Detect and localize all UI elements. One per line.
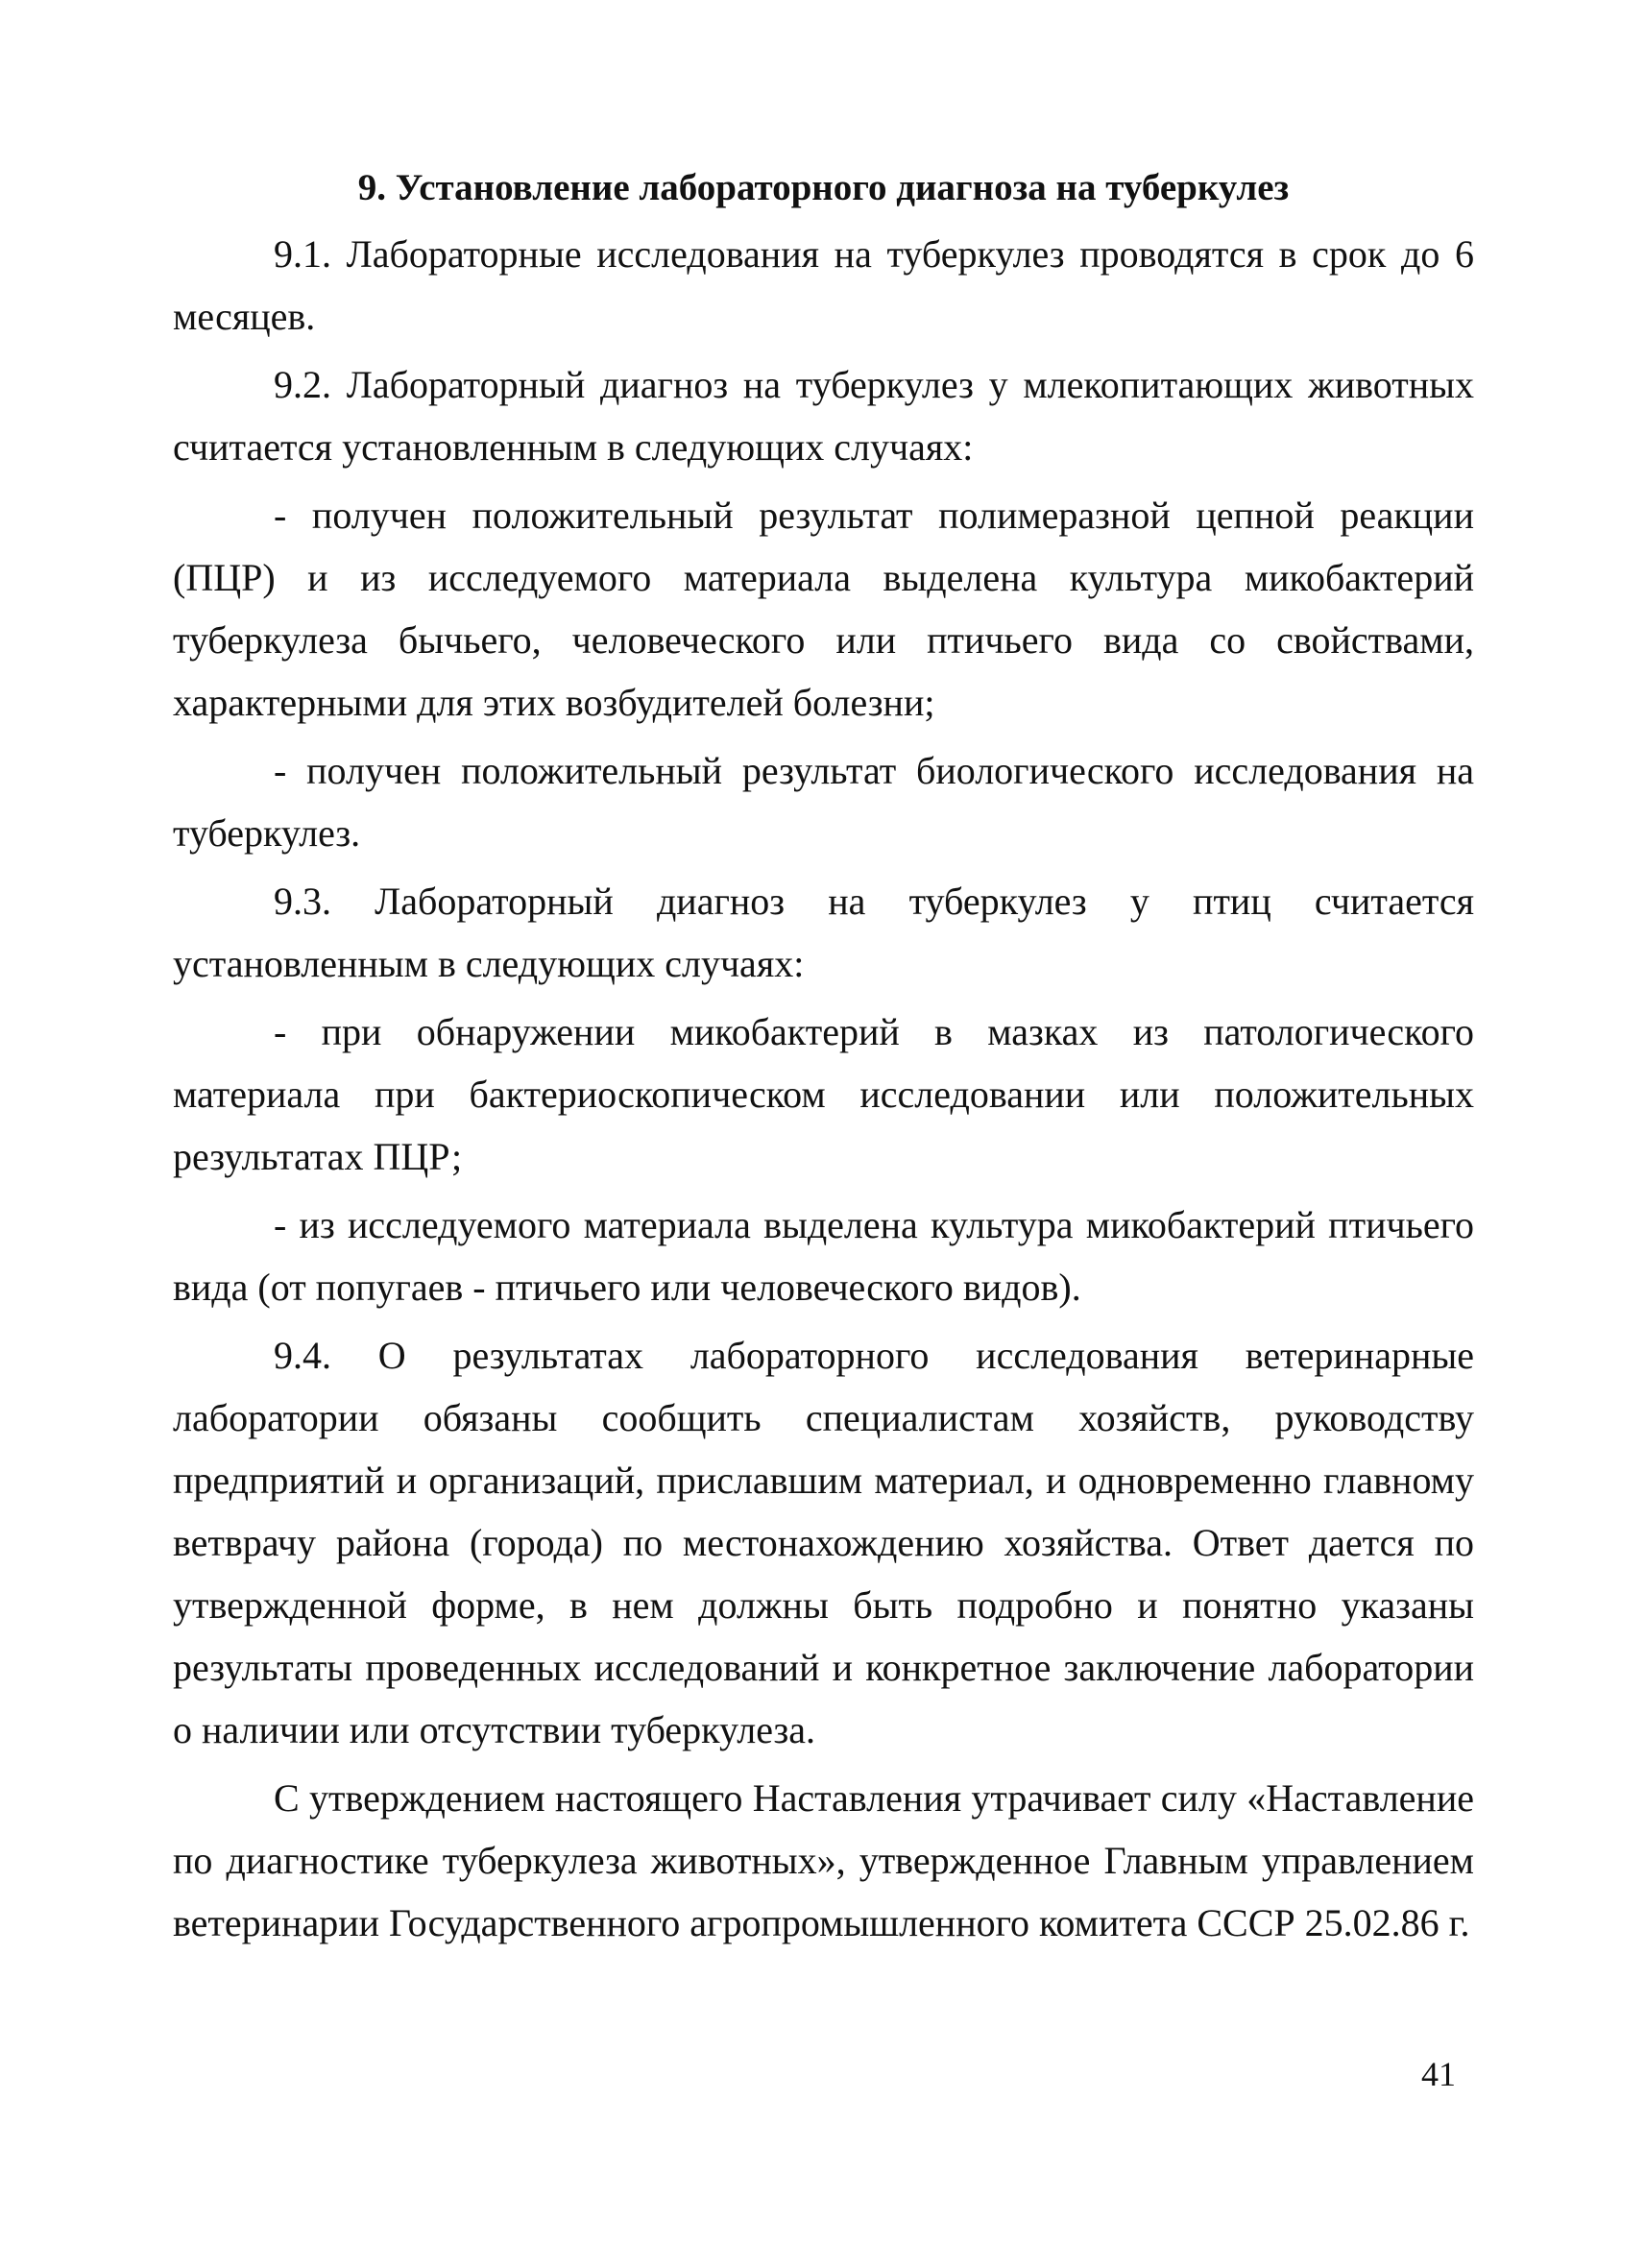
paragraph-9-2: 9.2. Лабораторный диагноз на туберкулез у млекопитающих животных считается установленным в следующих случаях: <box>173 363 1474 469</box>
paragraph-9-1: 9.1. Лабораторные исследования на туберкулез проводятся в срок до 6 месяцев. <box>173 232 1474 338</box>
paragraph-9-4: 9.4. О результатах лабораторного исследования ветеринарные лаборатории обязаны сообщить специалистам хозяйств, руководству предприятий и организаций, приславшим материал, и одновременно главному ветврачу района (города) по местонахождению хозяйства. Ответ дается по утвержденной форме, в нем должны быть подробно и понятно указаны результаты проведенных исследований и конкретное заключение лаборатории о наличии или отсутствии туберкулеза. <box>173 1334 1474 1751</box>
list-item-birds-culture: - из исследуемого материала выделена культура микобактерий птичьего вида (от попугаев - птичьего или человеческого видов). <box>173 1203 1474 1309</box>
list-item-birds-smears: - при обнаружении микобактерий в мазках из патологического материала при бактериоскопическом исследовании или положительных результатах ПЦР; <box>173 1010 1474 1178</box>
list-item-mammals-pcr: - получен положительный результат полимеразной цепной реакции (ПЦР) и из исследуемого материала выделена культура микобактерий туберкулеза бычьего, человеческого или птичьего вида со свойствами, характерными для этих возбудителей болезни; <box>173 494 1474 724</box>
document-body <box>173 223 1474 1960</box>
section-heading: 9. Установление лабораторного диагноза на туберкулез <box>357 167 1290 208</box>
list-item-mammals-bio: - получен положительный результат биологического исследования на туберкулез. <box>173 749 1474 855</box>
paragraph-9-3: 9.3. Лабораторный диагноз на туберкулез у птиц считается установленным в следующих случаях: <box>173 880 1474 985</box>
paragraph-repeal: С утверждением настоящего Наставления утрачивает силу «Наставление по диагностике туберкулеза животных», утвержденное Главным управлением ветеринарии Государственного агропромышленного комитета СССР 25.02.86 г. <box>173 1776 1474 1944</box>
page-number: 41 <box>1421 2055 1456 2093</box>
